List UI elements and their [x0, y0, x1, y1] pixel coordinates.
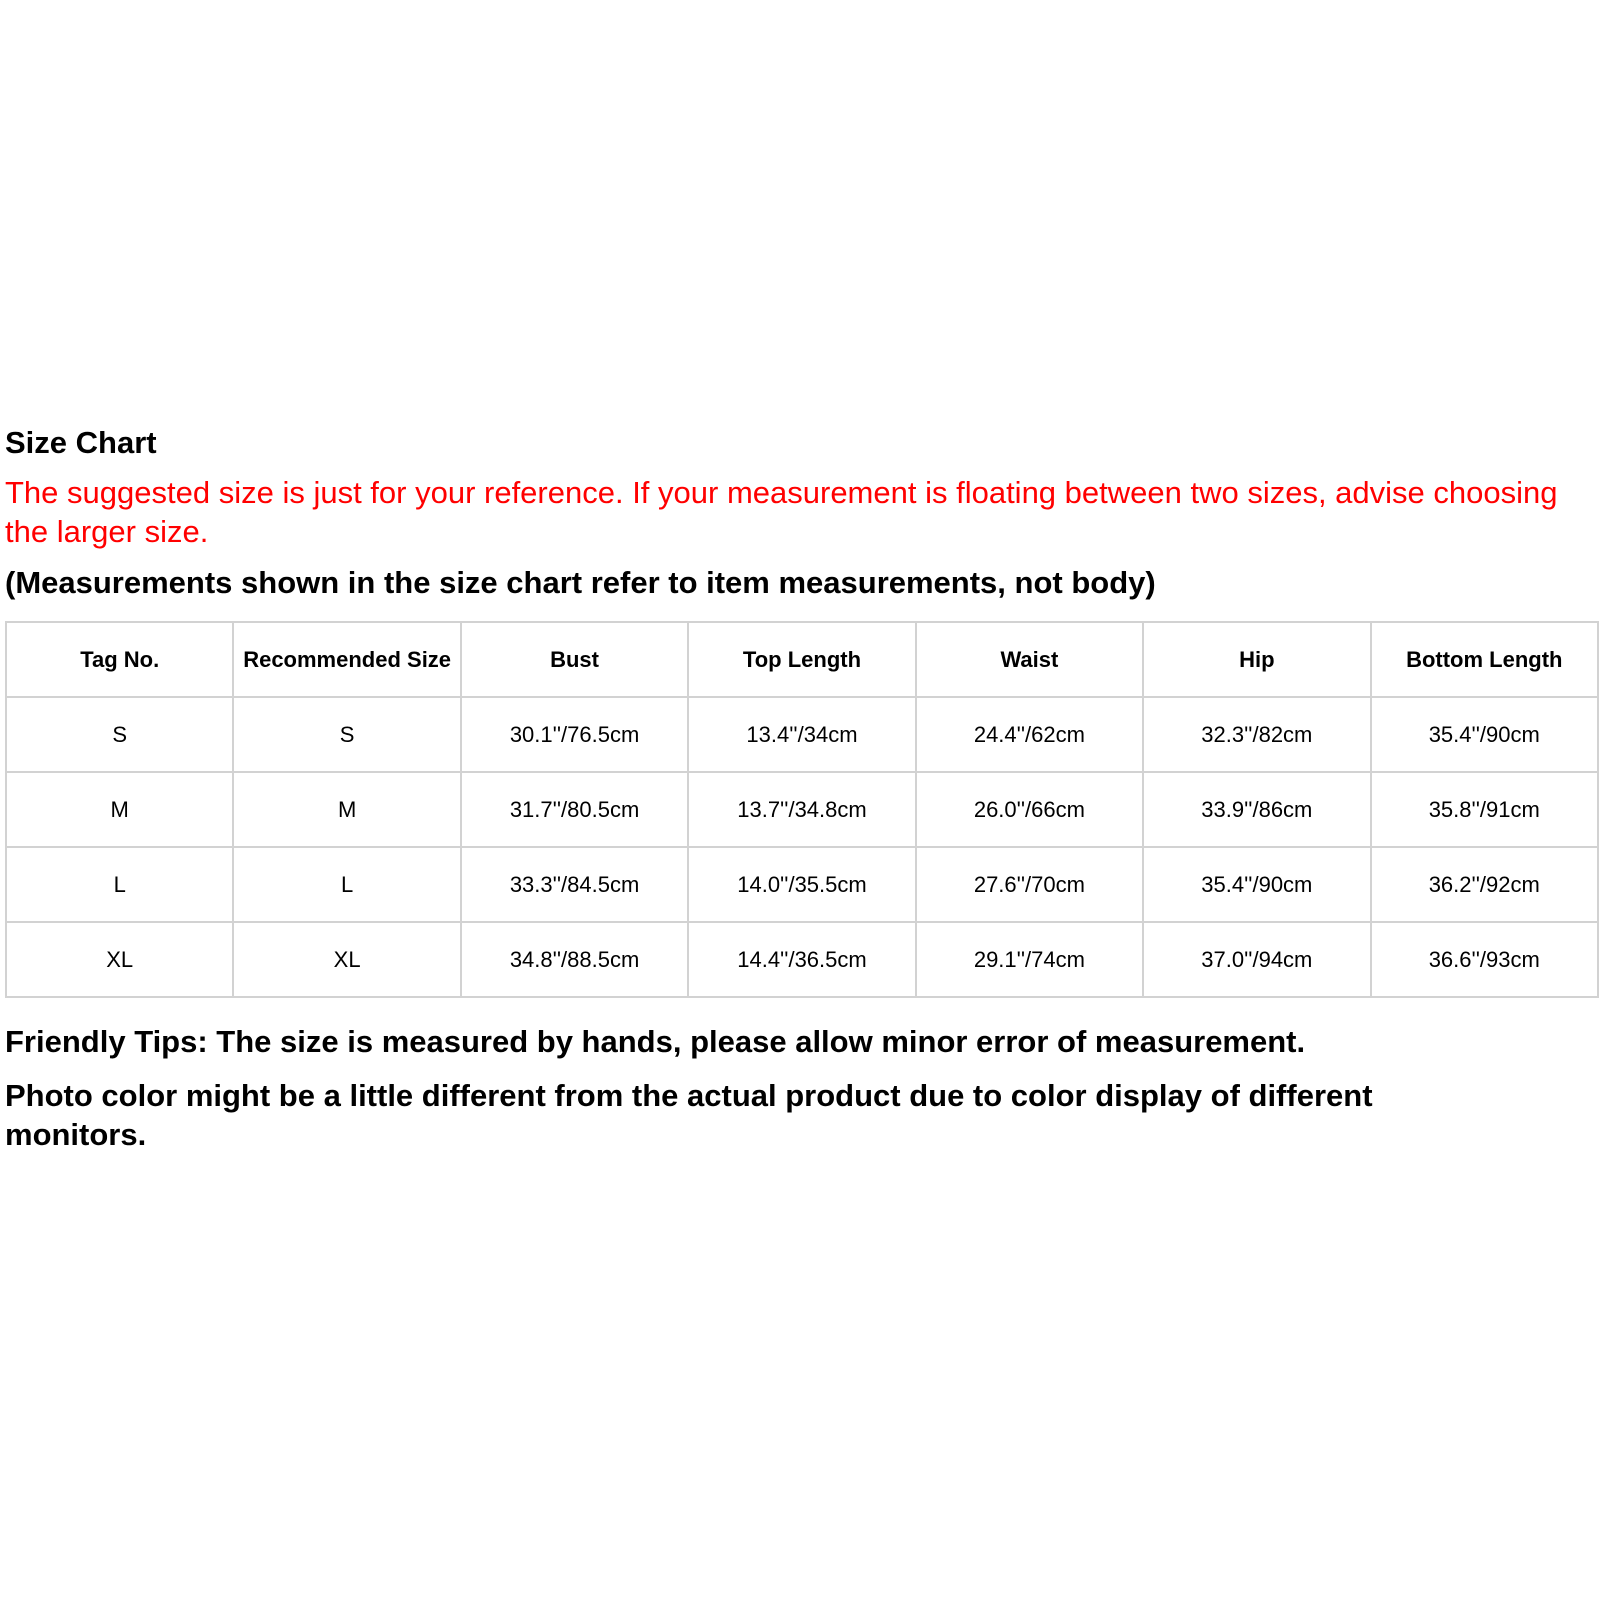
table-cell: S: [233, 697, 460, 772]
table-cell: 29.1''/74cm: [916, 922, 1143, 997]
column-header-tag-no: Tag No.: [6, 622, 233, 697]
table-cell: 35.8''/91cm: [1371, 772, 1598, 847]
table-cell: 31.7''/80.5cm: [461, 772, 688, 847]
table-cell: 24.4''/62cm: [916, 697, 1143, 772]
size-table: [5, 621, 1599, 998]
table-row: [6, 697, 1598, 772]
table-cell: L: [233, 847, 460, 922]
column-header-recommended-size: Recommended Size: [233, 622, 460, 697]
table-cell: 13.4''/34cm: [688, 697, 915, 772]
table-row: [6, 922, 1598, 997]
page-title: Size Chart: [5, 425, 157, 460]
table-cell: 27.6''/70cm: [916, 847, 1143, 922]
table-cell: 33.9''/86cm: [1143, 772, 1370, 847]
table-cell: 30.1''/76.5cm: [461, 697, 688, 772]
table-cell: 14.0''/35.5cm: [688, 847, 915, 922]
column-header-hip: Hip: [1143, 622, 1370, 697]
table-cell: XL: [6, 922, 233, 997]
photo-color-note: Photo color might be a little different from the actual product due to color display of different monitors.: [5, 1078, 1373, 1152]
table-cell: 36.6''/93cm: [1371, 922, 1598, 997]
table-row: [6, 772, 1598, 847]
table-cell: 13.7''/34.8cm: [688, 772, 915, 847]
column-header-bottom-length: Bottom Length: [1371, 622, 1598, 697]
table-cell: 14.4''/36.5cm: [688, 922, 915, 997]
table-cell: 34.8''/88.5cm: [461, 922, 688, 997]
friendly-tips: Friendly Tips: The size is measured by hands, please allow minor error of measurement.: [5, 1024, 1306, 1059]
column-header-waist: Waist: [916, 622, 1143, 697]
size-suggestion-note: The suggested size is just for your reference. If your measurement is floating between two sizes, advise choosing the larger size.: [5, 475, 1558, 549]
table-header-row: [6, 622, 1598, 697]
column-header-top-length: Top Length: [688, 622, 915, 697]
table-cell: M: [6, 772, 233, 847]
table-cell: 37.0''/94cm: [1143, 922, 1370, 997]
table-cell: XL: [233, 922, 460, 997]
table-cell: 35.4''/90cm: [1371, 697, 1598, 772]
table-cell: 26.0''/66cm: [916, 772, 1143, 847]
column-header-bust: Bust: [461, 622, 688, 697]
table-cell: 33.3''/84.5cm: [461, 847, 688, 922]
table-cell: S: [6, 697, 233, 772]
table-cell: 32.3''/82cm: [1143, 697, 1370, 772]
table-row: [6, 847, 1598, 922]
table-cell: 35.4''/90cm: [1143, 847, 1370, 922]
measurement-note: (Measurements shown in the size chart refer to item measurements, not body): [5, 565, 1156, 600]
table-cell: M: [233, 772, 460, 847]
size-chart-document: [5, 425, 1595, 1154]
table-cell: 36.2''/92cm: [1371, 847, 1598, 922]
table-cell: L: [6, 847, 233, 922]
